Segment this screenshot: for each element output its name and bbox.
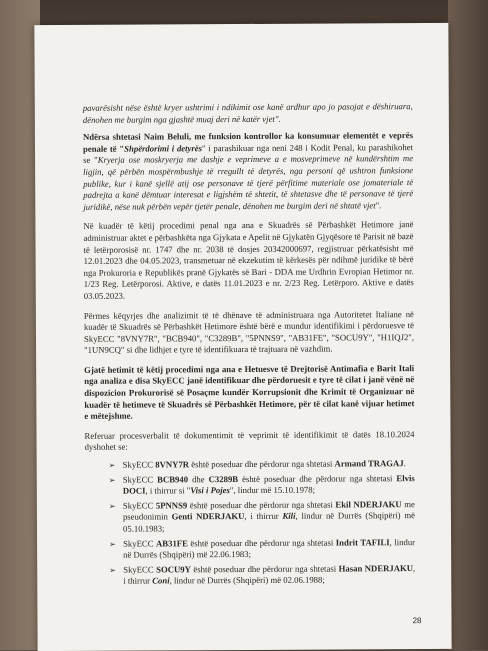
paragraph-joint-team-acts: Në kuadër të këtij procedimi penal nga ana e Skuadrës së Përbashkët Hetimore janë administruar aktet e përbashkëta nga Gjykata e Apelit në Gjykatën Gjyqësore të Parisit në bazë të letërporosisë nr. 1747 dhe nr. 2038 të dosjes 20342000697, regjistruar përkatësisht më 12.01.2023 dhe 04.05.2023, transmetuar në ekzekutim të kërkesës për ndihmë juridike të bërë nga Prokuroria e Republikës pranë Gjykatës së Bari - DDA me Urdhrin Evropian Hetimor nr. 1/23 Reg. Letërporosi. Aktive, e datës 11.01.2023 e nr. 2/23 Reg. Letërporo. Aktive e datës 03.05.2023. <box>83 219 414 301</box>
para1-lead: Ndërsa shtetasi Naim Beluli, me funksion kontrollor ka konsumuar elementët e veprës penale të " <box>82 130 413 154</box>
skyecc-code: AB31FE <box>155 537 188 549</box>
skyecc-code: SOCU9Y <box>156 564 191 575</box>
para1-mid: " i parashikuar nga neni 248 i Kodit Penal, ku parashikohet se " <box>83 141 414 166</box>
person-alias: Visi i Pojes <box>190 485 230 496</box>
person-name: Ekil NDERJAKU <box>335 498 402 510</box>
para1-quote: Kryerja ose moskryerja me dashje e veprimeve a e mosveprimeve në kundërshtim me ligjin, që përbën mospërmbushje të rregullt të detyrës, nga personi që ushtron funksione publike, kur i kanë sjellë atij ose personave të tjerë përfitime materiale ose jomateriale të padrejta a kanë dëmtuar interesat e ligjshëm të shtetit, të shtetasve dhe të personave të tjerë juridikë, nëse nuk përbën vepër tjetër penale, dënohen me burgim deri në shtatë vjet <box>83 153 414 212</box>
person-name: Indrit TAFILI <box>335 536 390 548</box>
background-right <box>448 0 488 650</box>
intro-paragraph: pavarësisht nëse është kryer ushtrimi i ndikimit ose kanë ardhur apo jo pasojat e dëshiruara, dënohen me burgim nga gjashtë muaj deri në katër vjet". <box>82 101 413 125</box>
para1-crime-name: Shpërdorimi i detyrës <box>124 142 203 154</box>
list-item: ➢ SkyECC SOCU9Y është poseduar dhe përdorur nga shtetasi Hasan NDERJAKU, i thirrur Coni, lindur në Durrës (Shqipëri) më 02.06.1988; <box>123 563 415 588</box>
skyecc-code: 8VNY7R <box>155 459 190 470</box>
person-name: Hasan NDERJAKU <box>338 562 414 574</box>
list-item: ➢ SkyECC AB31FE është poseduar dhe përdorur nga shtetasi Indrit TAFILI, lindur në Durrës (Shqipëri) më 22.06.1983; <box>123 537 415 562</box>
paragraph-report-reference: Referuar procesverbalit të dokumentimit të veprimit të identifikimit të datës 18.10.2024 dyshohet se: <box>84 428 415 453</box>
person-name: Elvis DOCI <box>122 472 415 496</box>
list-item: ➢ SkyECC 5PNNS9 është poseduar dhe përdorur nga shtetasi Ekil NDERJAKU me pseudonimin Genti NDERJAKU, i thirrur Kili, lindur në Durrës (Shqipëri) më 05.10.1983; <box>123 499 415 535</box>
person-alias: Kili <box>282 511 296 522</box>
skyecc-list <box>85 458 416 588</box>
page-number: 28 <box>412 616 422 626</box>
person-name: Armand TRAGAJ <box>334 458 404 469</box>
skyecc-code: C3289B <box>208 473 239 484</box>
person-alias: Coni <box>152 575 170 586</box>
para1-tail: ". <box>375 200 382 211</box>
paragraph-investigation: Gjatë hetimit të këtij procedimi nga ana e Hetuesve të Drejtorisë Antimafia e Barit Itali nga analiza e disa SkyECC janë identifikuar dhe përdoruesit e tyre të cilat i janë vënë në dispozicion Prokurorisë së Posaçme kundër Korrupsionit dhe Krimit të Organizuar në kuadër të hetimeve të Skuadrës së Përbashkët Hetimore, për të cilat kanë vijuar hetimet e mëtejshme. <box>84 362 415 422</box>
document-page <box>34 23 451 651</box>
person-pseudonym: Genti NDERJAKU <box>171 511 245 522</box>
skyecc-code: 5PNNS9 <box>155 500 188 511</box>
paragraph-abuse-of-duty <box>83 130 413 213</box>
skyecc-code: BCB940 <box>157 473 189 485</box>
paragraph-skyecc-users: Përmes këqyrjes dhe analizimit të të dhënave të administruara nga Autoritetet Italiane në kuadër të Skuadrës së Përbashkët Hetimore është bërë e mundur identifikimi i përdoruesve të SkyECC "8VNY7R", "BCB940", "C3289B", "5PNNS9", "AB31FE", "SOCU9Y", "H1IQJ2", "1UN9CQ" si dhe lidhjet e tyre të identifikuara të trajtuara në vazhdim. <box>83 308 415 356</box>
list-item: ➢ SkyECC BCB940 dhe C3289B është poseduar dhe përdorur nga shtetasi Elvis DOCI, i thirrur si "Visi i Pojes", lindur më 15.10.1978; <box>123 473 415 498</box>
list-item: ➢ SkyECC 8VNY7R është poseduar dhe përdorur nga shtetasi Armand TRAGAJ. <box>123 458 415 471</box>
